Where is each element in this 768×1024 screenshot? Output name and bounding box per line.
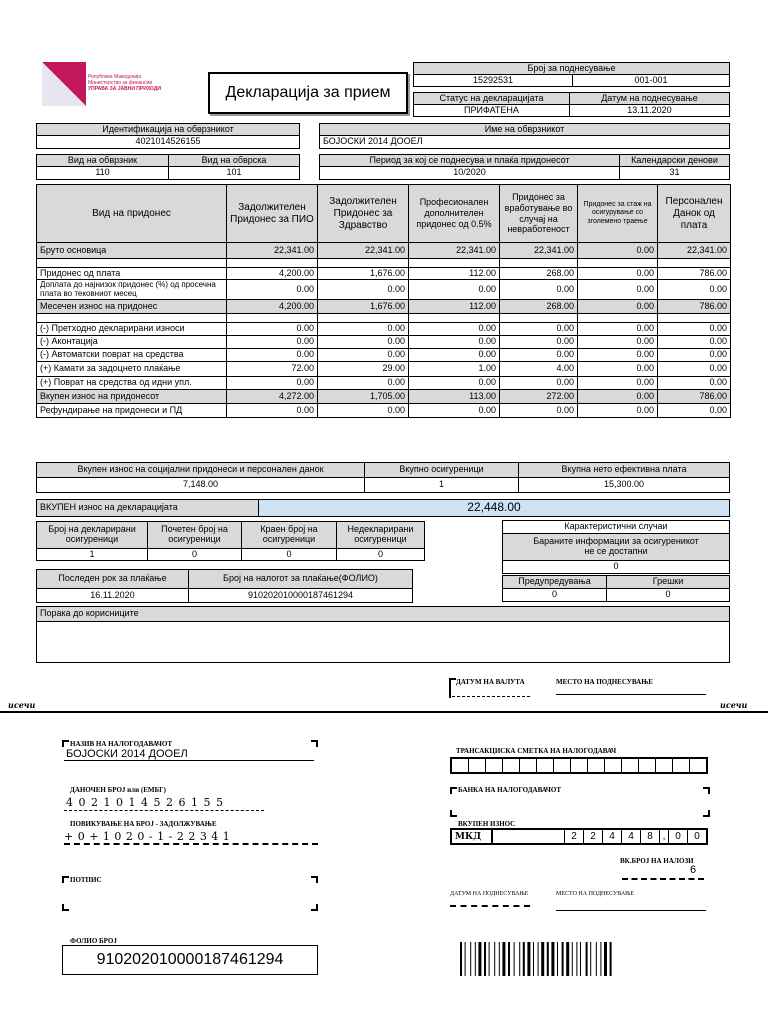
obligation-type: 101 (168, 166, 300, 180)
row-value: 0.00 (318, 280, 409, 300)
row-value: 0.00 (409, 404, 500, 418)
tax-number: 4 0 2 1 0 1 4 5 2 6 1 5 5 (66, 796, 224, 809)
barcode-bar (523, 942, 525, 976)
start-count: 0 (147, 548, 242, 561)
row-value: 0.00 (227, 404, 318, 418)
row-value: 22,341.00 (409, 243, 500, 259)
row-value (578, 259, 658, 268)
barcode-bar (572, 942, 573, 976)
barcode-bar (475, 942, 476, 976)
barcode-bar (551, 942, 554, 976)
table-row (37, 280, 731, 300)
submission-place-line (556, 910, 706, 911)
row-value: 0.00 (318, 377, 409, 390)
folio-number: 910202010000187461294 (62, 945, 318, 975)
end-count-label: Краен број на осигуреници (241, 521, 337, 549)
barcode-bar (586, 942, 588, 976)
social-total: 7,148.00 (36, 477, 365, 493)
row-value: 72.00 (227, 362, 318, 377)
account-digit-box (656, 759, 673, 772)
insured-total-label: Вкупно осигуреници (364, 462, 519, 478)
row-value: 113.00 (409, 390, 500, 404)
net-salary: 15,300.00 (518, 477, 730, 493)
barcode-bar (484, 942, 486, 976)
submission-seq: 001-001 (572, 74, 730, 87)
row-value: 0.00 (227, 377, 318, 390)
row-label: Месечен износ на придонес (37, 300, 227, 314)
row-value: 0.00 (578, 390, 658, 404)
bracket-mark (450, 787, 457, 794)
date-value: 13.11.2020 (569, 104, 730, 117)
account-digit-box (554, 759, 571, 772)
row-value: 786.00 (658, 268, 731, 280)
barcode-bar (562, 942, 564, 976)
obligation-type-label: Вид на обврска (168, 154, 300, 167)
col-header-type: Вид на придонес (37, 185, 227, 243)
bracket-mark (62, 740, 69, 747)
undeclared-count-label: Недекларирани осигуреници (336, 521, 425, 549)
table-row (37, 362, 731, 377)
date-currency-field (452, 690, 530, 697)
barcode-bar (533, 942, 534, 976)
row-value: 0.00 (578, 280, 658, 300)
row-value: 786.00 (658, 300, 731, 314)
payer-name: БОЈОСКИ 2014 ДООЕЛ (66, 748, 188, 760)
row-value: 0.00 (578, 362, 658, 377)
barcode-bar (460, 942, 462, 976)
table-row (37, 314, 731, 323)
insured-total: 1 (364, 477, 519, 493)
payer-name-line (64, 760, 314, 761)
order-count: 6 (690, 864, 697, 876)
barcode-bar (604, 942, 607, 976)
row-value (318, 314, 409, 323)
page-title: Декларација за прием (208, 72, 408, 114)
barcode-bar (470, 942, 471, 976)
row-value: 0.00 (658, 323, 731, 336)
cut-label-right: исечи (720, 700, 748, 710)
amount-digit: 0 (668, 830, 687, 843)
row-value: 0.00 (658, 280, 731, 300)
row-value: 0.00 (500, 323, 578, 336)
reference-label: ПОВИКУВАЊЕ НА БРОЈ - ЗАДОЛЖУВАЊЕ (70, 820, 217, 828)
row-value: 22,341.00 (500, 243, 578, 259)
barcode-bar (465, 942, 466, 976)
row-value (409, 259, 500, 268)
account-digit-box (486, 759, 503, 772)
row-value: 0.00 (318, 323, 409, 336)
info-unavailable: 0 (502, 560, 730, 574)
submission-place-label: МЕСТО НА ПОДНЕСУВАЊЕ (556, 891, 635, 897)
row-value: 0.00 (578, 323, 658, 336)
days-value: 31 (619, 166, 730, 180)
account-digit-box (690, 759, 706, 772)
row-label (37, 314, 227, 323)
status-value: ПРИФАТЕНА (413, 104, 570, 117)
taxpayer-name-label: Име на обврзникот (319, 123, 730, 136)
tax-number-label: ДАНОЧЕН БРОЈ или (ЕМБГ) (70, 786, 166, 794)
cut-line (0, 711, 768, 713)
barcode-bar (610, 942, 612, 976)
row-value (578, 314, 658, 323)
bracket-mark (450, 810, 457, 817)
barcode-bar (590, 942, 591, 976)
row-value: 22,341.00 (318, 243, 409, 259)
row-value: 0.00 (227, 280, 318, 300)
period-value: 10/2020 (319, 166, 620, 180)
message-label: Порака до корисниците (36, 606, 730, 622)
barcode-bar (519, 942, 520, 976)
row-value (658, 259, 731, 268)
row-value: 0.00 (578, 349, 658, 362)
row-value: 4.00 (500, 362, 578, 377)
barcode-bar (514, 942, 515, 976)
taxpayer-name: БОЈОСКИ 2014 ДООЕЛ (319, 135, 730, 149)
declared-count-label: Број на декларирани осигуреници (36, 521, 148, 549)
warnings-count: 0 (502, 588, 607, 602)
row-value: 0.00 (500, 349, 578, 362)
amount-digit: 2 (564, 830, 583, 843)
row-value: 0.00 (658, 336, 731, 349)
col-header-personal-tax: Персонален Данок од плата (658, 185, 731, 243)
taxpayer-id-label: Идентификација на обврзникот (36, 123, 300, 136)
row-value: 4,200.00 (227, 268, 318, 280)
row-value: 786.00 (658, 390, 731, 404)
account-digit-box (503, 759, 520, 772)
bracket-mark (703, 810, 710, 817)
row-value: 0.00 (318, 349, 409, 362)
row-value: 4,272.00 (227, 390, 318, 404)
amount-digit: 4 (621, 830, 640, 843)
row-label: Бруто основица (37, 243, 227, 259)
taxpayer-id: 4021014526155 (36, 135, 300, 149)
table-row (37, 377, 731, 390)
logo-mark-icon (40, 60, 88, 108)
currency: МКД (452, 830, 493, 843)
taxpayer-type-label: Вид на обврзник (36, 154, 169, 167)
row-value: 22,341.00 (658, 243, 731, 259)
row-value: 112.00 (409, 268, 500, 280)
logo-line3: УПРАВА ЗА ЈАВНИ ПРИХОДИ (88, 86, 162, 92)
reference-line (64, 843, 318, 845)
row-value (409, 314, 500, 323)
row-value (227, 259, 318, 268)
reference-number: + 0 + 1 0 2 0 - 1 - 2 2 3 4 1 (64, 830, 231, 843)
cut-label-left: исечи (8, 700, 36, 710)
amount-digit: 4 (602, 830, 621, 843)
barcode-bar (547, 942, 549, 976)
bracket-mark (703, 787, 710, 794)
row-value: 1.00 (409, 362, 500, 377)
logo-line2: Министерство за финансии (88, 80, 153, 86)
submission-date-label: ДАТУМ НА ПОДНЕСУВАЊЕ (450, 891, 529, 897)
payer-name-label: НАЗИВ НА НАЛОГОДАВАЧОТ (70, 740, 173, 748)
account-digit-box (520, 759, 537, 772)
barcode-bar (541, 942, 544, 976)
account-digit-box (537, 759, 554, 772)
barcode-bar (489, 942, 490, 976)
row-label: (-) Автоматски поврат на средства (37, 349, 227, 362)
start-count-label: Почетен број на осигуреници (147, 521, 242, 549)
row-value: 0.00 (500, 404, 578, 418)
account-digit-box (571, 759, 588, 772)
folio-label: ФОЛИО БРОЈ (70, 937, 117, 945)
row-value: 0.00 (409, 377, 500, 390)
row-label: (+) Поврат на средства од идни упл. (37, 377, 227, 390)
barcode-bar (478, 942, 481, 976)
table-row (37, 404, 731, 418)
account-label: ТРАНСАКЦИСКА СМЕТКА НА НАЛОГОДАВАЧ (456, 747, 617, 755)
bracket-mark (311, 740, 318, 747)
row-value: 0.00 (227, 349, 318, 362)
table-row (37, 336, 731, 349)
row-value: 0.00 (658, 349, 731, 362)
row-label: Придонес од плата (37, 268, 227, 280)
row-label: (-) Аконтација (37, 336, 227, 349)
row-value: 0.00 (578, 300, 658, 314)
row-value: 268.00 (500, 268, 578, 280)
submission-number-label: Број за поднесување (413, 62, 730, 75)
account-boxes (450, 757, 708, 774)
row-value: 29.00 (318, 362, 409, 377)
row-value: 1,676.00 (318, 300, 409, 314)
place-sign-label: МЕСТО НА ПОДНЕСУВАЊЕ (556, 678, 653, 686)
col-header-pio: Задолжителен Придонес за ПИО (227, 185, 318, 243)
col-header-professional: Професионален дополнителен придонес од 0.5% (409, 185, 500, 243)
undeclared-count: 0 (336, 548, 425, 561)
message-box (36, 621, 730, 663)
date-currency-label: ДАТУМ НА ВАЛУТА (456, 678, 525, 686)
barcode-bar (580, 942, 581, 976)
row-value: 0.00 (578, 268, 658, 280)
account-digit-box (605, 759, 622, 772)
row-value: 268.00 (500, 300, 578, 314)
row-value (318, 259, 409, 268)
end-count: 0 (241, 548, 337, 561)
account-digit-box (588, 759, 605, 772)
row-value: 0.00 (409, 323, 500, 336)
account-digit-box (452, 759, 469, 772)
barcode-bar (600, 942, 601, 976)
social-total-label: Вкупен износ на социјални придонеси и персонален данок (36, 462, 365, 478)
row-value: 0.00 (409, 280, 500, 300)
amount-digit: 2 (583, 830, 602, 843)
row-value: 0.00 (658, 362, 731, 377)
grand-total: 22,448.00 (258, 499, 730, 517)
submission-date-field (450, 905, 530, 907)
table-row (37, 349, 731, 362)
order-number: 910202010000187461294 (188, 588, 413, 603)
row-value (227, 314, 318, 323)
status-label: Статус на декларацијата (413, 92, 570, 105)
warnings-label: Предупредувања (502, 575, 607, 589)
row-value: 1,676.00 (318, 268, 409, 280)
taxpayer-type: 110 (36, 166, 169, 180)
deadline-label: Последен рок за плаќање (36, 569, 189, 589)
row-value: 0.00 (578, 377, 658, 390)
row-value: 0.00 (578, 243, 658, 259)
barcode-bar (502, 942, 505, 976)
row-value (500, 314, 578, 323)
tax-number-line (64, 810, 264, 811)
signature-label: ПОТПИС (70, 876, 102, 884)
row-label: Доплата до најнизок придонес (%) од просечна плата во тековниот месец (37, 280, 227, 300)
row-label: (+) Камати за задоцнето плаќање (37, 362, 227, 377)
barcode-bar (557, 942, 558, 976)
amount-digit: , (659, 830, 668, 843)
row-value: 0.00 (227, 336, 318, 349)
col-header-extended-service: Придонес за стаж на осигурување со зголемено траење (578, 185, 658, 243)
row-value: 0.00 (578, 336, 658, 349)
row-value: 112.00 (409, 300, 500, 314)
amount-boxes (450, 828, 708, 845)
row-value: 0.00 (500, 377, 578, 390)
bracket-mark (62, 904, 69, 911)
table-row (37, 243, 731, 259)
barcode-bar (508, 942, 510, 976)
days-label: Календарски денови (619, 154, 730, 167)
account-digit-box (622, 759, 639, 772)
period-label: Период за кој се поднесува и плаќа придонесот (319, 154, 620, 167)
declared-count: 1 (36, 548, 148, 561)
table-row (37, 323, 731, 336)
barcode-bar (596, 942, 597, 976)
place-sign-line (556, 694, 706, 695)
amount-label: ВКУПЕН ИЗНОС (458, 820, 516, 828)
net-salary-label: Вкупна нето ефективна плата (518, 462, 730, 478)
bank-label: БАНКА НА НАЛОГОДАВАЧОТ (458, 786, 562, 794)
barcode-bar (527, 942, 530, 976)
row-value: 22,341.00 (227, 243, 318, 259)
row-value (658, 314, 731, 323)
contributions-table (36, 184, 731, 418)
table-row (37, 268, 731, 280)
date-label: Датум на поднесување (569, 92, 730, 105)
bracket-mark (62, 876, 69, 883)
row-label: Рефундирање на придонеси и ПД (37, 404, 227, 418)
table-row (37, 300, 731, 314)
bracket-mark (449, 678, 456, 698)
row-value: 0.00 (500, 280, 578, 300)
table-row (37, 390, 731, 404)
row-value: 272.00 (500, 390, 578, 404)
logo-line1: Република Македонија (88, 74, 142, 80)
amount-digit: 0 (687, 830, 706, 843)
row-value: 0.00 (578, 404, 658, 418)
logo (40, 60, 190, 108)
barcode-bar (499, 942, 500, 976)
amount-digit: 8 (640, 830, 659, 843)
row-value (500, 259, 578, 268)
bracket-mark (311, 904, 318, 911)
row-label: Вкупен износ на придонесот (37, 390, 227, 404)
account-digit-box (639, 759, 656, 772)
row-value: 0.00 (500, 336, 578, 349)
row-label (37, 259, 227, 268)
barcode-bar (494, 942, 495, 976)
row-value: 0.00 (318, 336, 409, 349)
row-value: 4,200.00 (227, 300, 318, 314)
account-digit-box (673, 759, 690, 772)
account-digit-box (469, 759, 486, 772)
row-value: 0.00 (658, 377, 731, 390)
info-unavailable-label: Бараните информации за осигуреникот не се достапни (502, 533, 730, 561)
errors-label: Грешки (606, 575, 730, 589)
row-value: 0.00 (318, 404, 409, 418)
special-cases-title: Карактеристични случаи (502, 520, 730, 534)
row-label: (-) Претходно декларирани износи (37, 323, 227, 336)
row-value: 0.00 (658, 404, 731, 418)
row-value: 1,705.00 (318, 390, 409, 404)
row-value: 0.00 (409, 336, 500, 349)
order-count-label: ВК.БРОЈ НА НАЛОЗИ (620, 857, 694, 865)
col-header-unemployment: Придонес за вработување во случај на невработеност (500, 185, 578, 243)
col-header-health: Задолжителен Придонес за Здравство (318, 185, 409, 243)
bracket-mark (311, 876, 318, 883)
barcode-bar (566, 942, 569, 976)
row-value: 0.00 (409, 349, 500, 362)
deadline: 16.11.2020 (36, 588, 189, 603)
barcode-bar (538, 942, 539, 976)
barcode-bar (576, 942, 577, 976)
barcode (460, 942, 706, 976)
row-value: 0.00 (227, 323, 318, 336)
order-number-label: Број на налогот за плаќање(ФОЛИО) (188, 569, 413, 589)
grand-total-label: ВКУПЕН износ на декларацијата (36, 499, 259, 517)
errors-count: 0 (606, 588, 730, 602)
table-row (37, 259, 731, 268)
submission-number: 15292531 (413, 74, 573, 87)
